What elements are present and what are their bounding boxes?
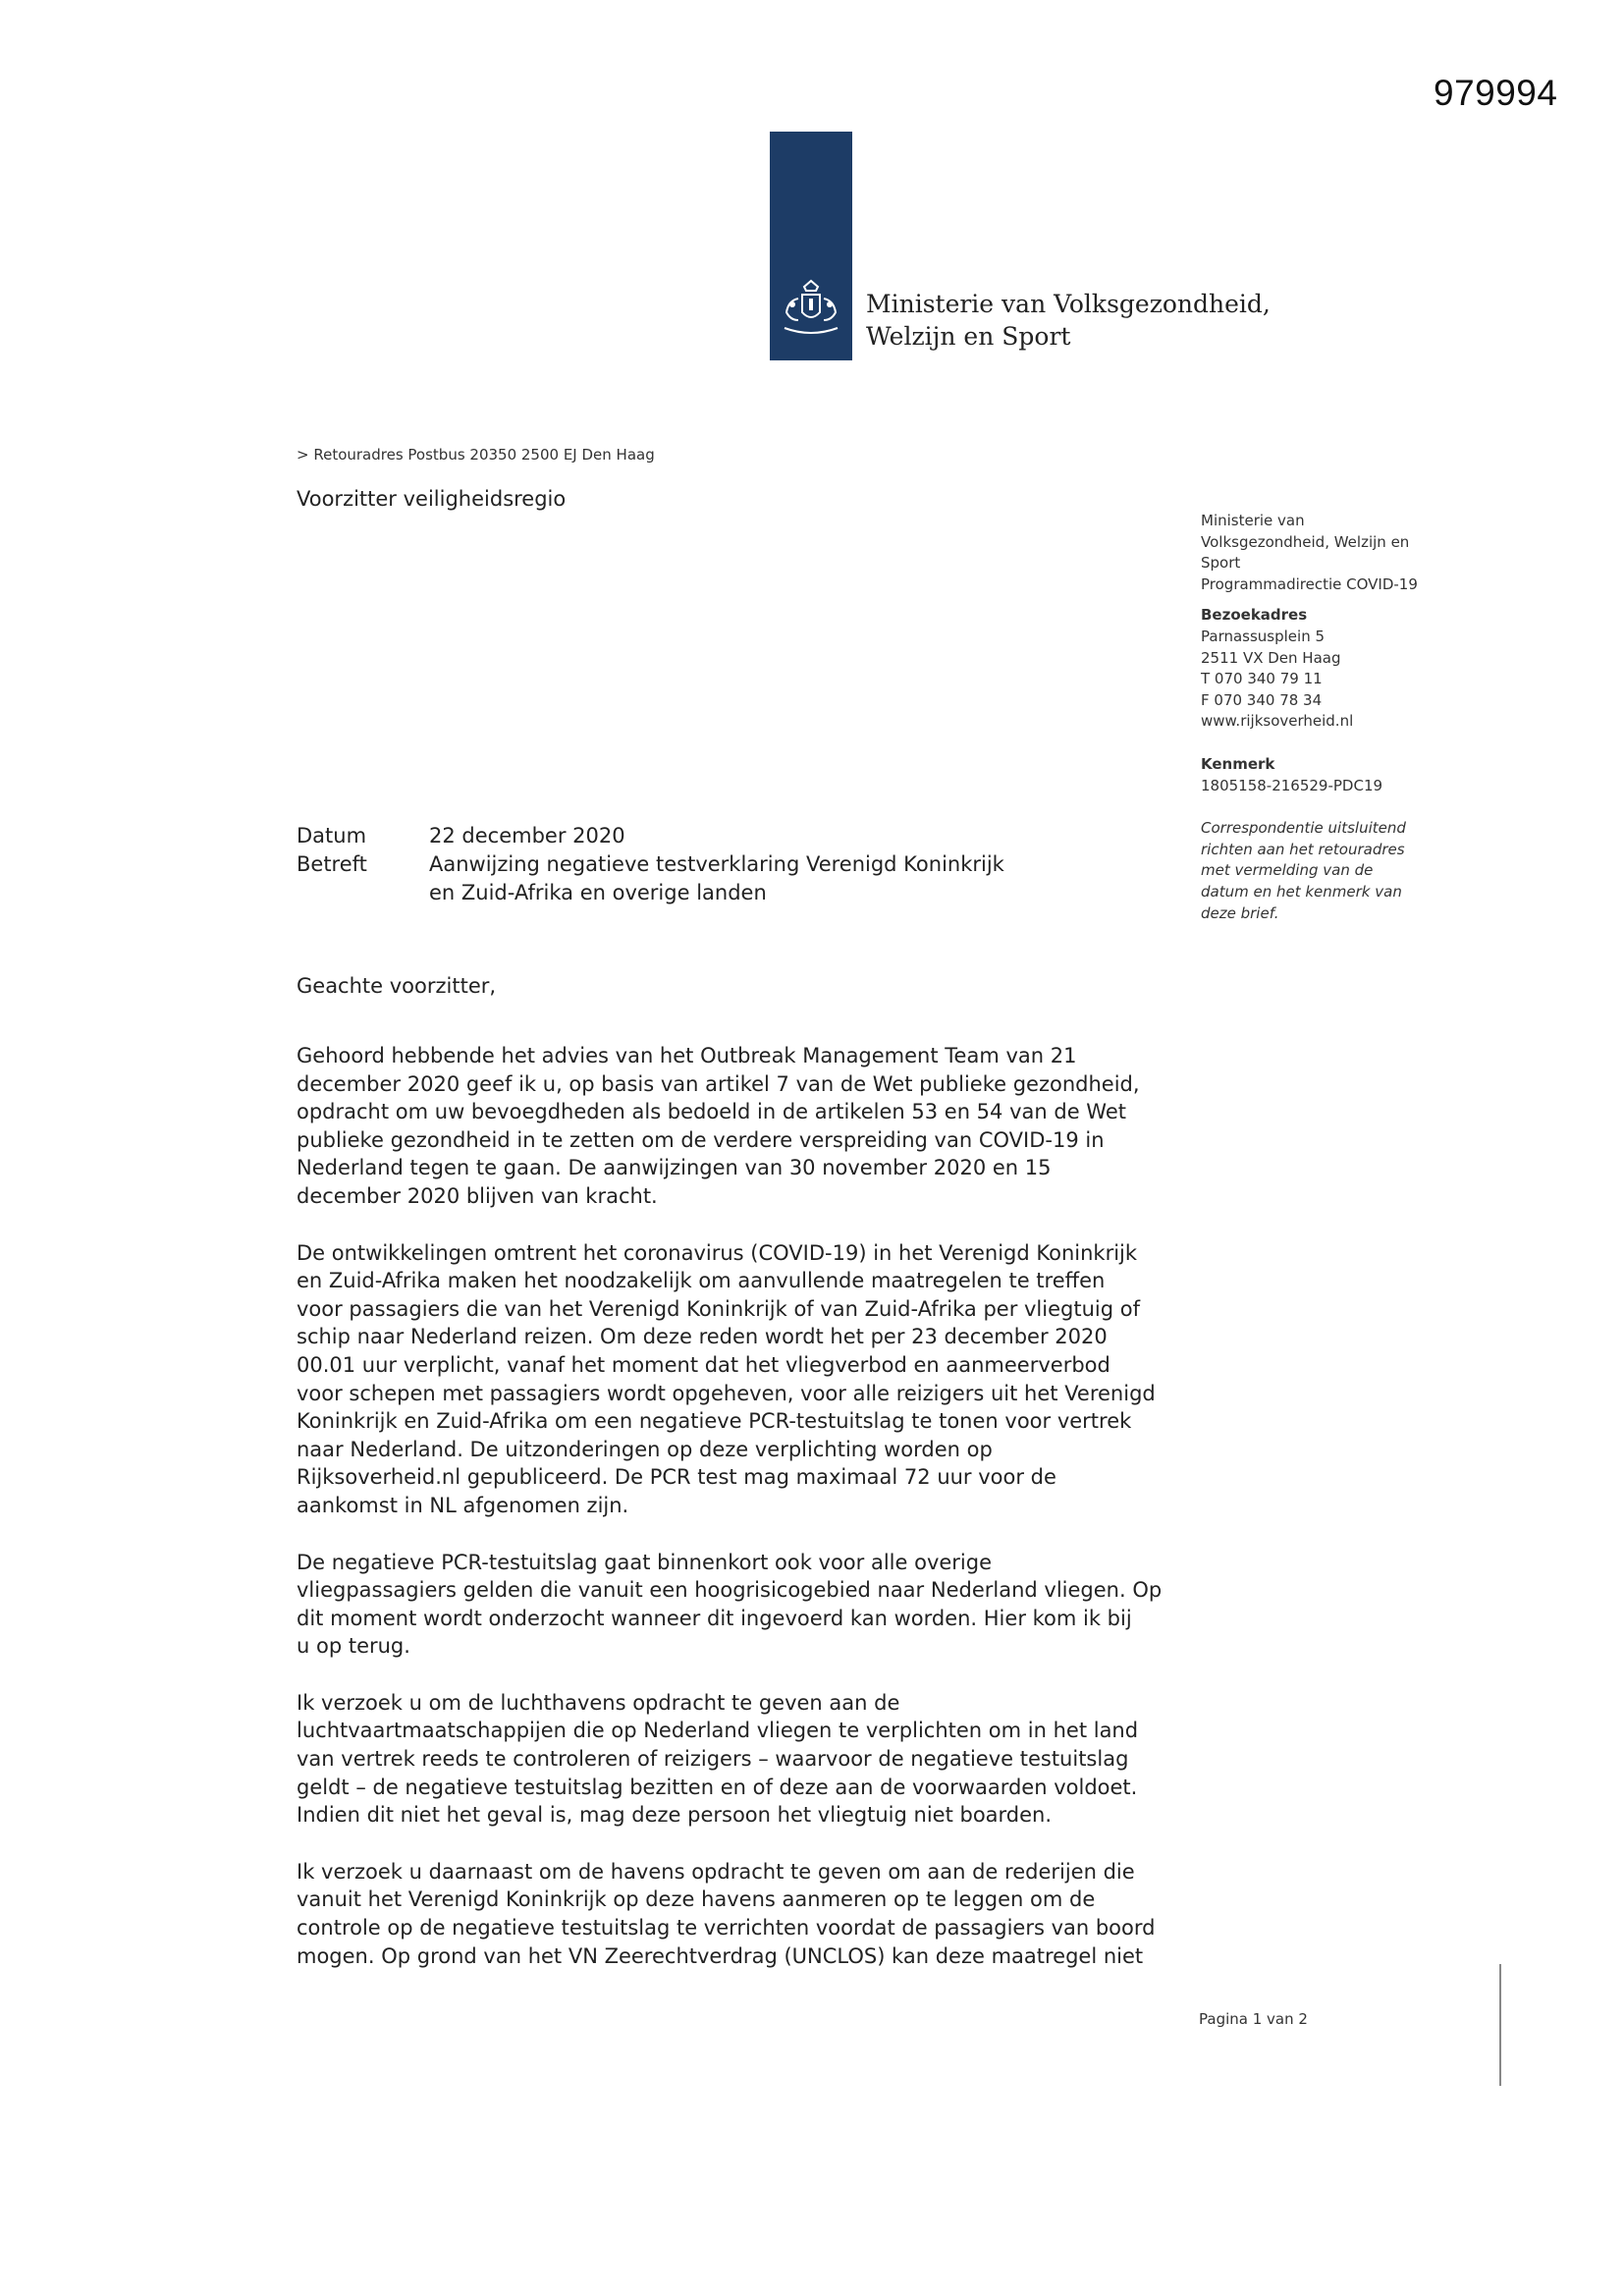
text-line: dit moment wordt onderzocht wanneer dit ingevoerd kan worden. Hier kom ik bij [297, 1606, 1132, 1630]
text-line: Indien dit niet het geval is, mag deze persoon het vliegtuig niet boarden. [297, 1803, 1053, 1828]
ministry-name-line2: Welzijn en Sport [866, 322, 1071, 351]
text-line: u op terug. [297, 1634, 410, 1659]
text-line: december 2020 geef ik u, op basis van artikel 7 van de Wet publieke gezondheid, [297, 1071, 1140, 1096]
ministry-name [866, 288, 1271, 353]
text-line: controle op de negatieve testuitslag te verrichten voordat de passagiers van boord [297, 1916, 1156, 1941]
note-line: met vermelding van de [1201, 861, 1374, 880]
text-line: van vertrek reeds te controleren of reizigers – waarvoor de negatieve testuitslag [297, 1747, 1129, 1772]
paragraph [297, 1549, 1180, 1661]
reference-heading: Kenmerk [1201, 754, 1275, 773]
org-line: Programmadirectie COVID-19 [1201, 574, 1418, 593]
paragraph [297, 1689, 1180, 1830]
scan-edge-line [1499, 1964, 1501, 2086]
text-line: Gehoord hebbende het advies van het Outbreak Management Team van 21 [297, 1044, 1077, 1067]
org-line: Volksgezondheid, Welzijn en [1201, 532, 1410, 551]
text-line: publieke gezondheid in te zetten om de verdere verspreiding van COVID-19 in [297, 1127, 1105, 1152]
website-link[interactable]: www.rijksoverheid.nl [1201, 712, 1354, 731]
ministry-name-line1: Ministerie van Volksgezondheid, [866, 290, 1271, 318]
text-line: schip naar Nederland reizen. Om deze reden wordt het per 23 december 2020 [297, 1325, 1108, 1349]
text-line: Ik verzoek u om de luchthavens opdracht te geven aan de [297, 1690, 900, 1715]
date-row [297, 822, 1038, 850]
text-line: vanuit het Verenigd Koninkrijk op deze havens aanmeren op te leggen om de [297, 1887, 1096, 1912]
subject-label: Betreft [297, 852, 367, 876]
text-line: opdracht om uw bevoegdheden als bedoeld in de artikelen 53 en 54 van de Wet [297, 1100, 1126, 1124]
text-line: Rijksoverheid.nl gepubliceerd. De PCR test mag maximaal 72 uur voor de [297, 1465, 1056, 1490]
phone-number: T 070 340 79 11 [1201, 670, 1323, 688]
reference-value: 1805158-216529-PDC19 [1201, 776, 1383, 794]
org-line: Ministerie van [1201, 512, 1305, 529]
document-number: 979994 [1434, 73, 1558, 113]
paragraph [297, 1042, 1180, 1211]
text-line: De negatieve PCR-testuitslag gaat binnenkort ook voor alle overige [297, 1550, 993, 1574]
subject-value [429, 850, 1038, 907]
text-line: aankomst in NL afgenomen zijn. [297, 1493, 629, 1517]
text-line: geldt – de negatieve testuitslag bezitten en of deze aan de voorwaarden voldoet. [297, 1775, 1138, 1799]
coat-of-arms-icon [777, 277, 845, 342]
letter-body [297, 1042, 1180, 1998]
fax-number: F 070 340 78 34 [1201, 690, 1323, 709]
text-line: Ik verzoek u daarnaast om de havens opdracht te geven om aan de rederijen die [297, 1859, 1135, 1884]
visit-address-line: 2511 VX Den Haag [1201, 648, 1341, 667]
text-line: luchtvaartmaatschappijen die op Nederland vliegen te verplichten om in het land [297, 1719, 1139, 1743]
return-address: > Retouradres Postbus 20350 2500 EJ Den Haag [297, 446, 655, 464]
subject-line: en Zuid-Afrika en overige landen [429, 881, 767, 904]
text-line: De ontwikkelingen omtrent het coronavirus (COVID-19) in het Verenigd Koninkrijk [297, 1240, 1138, 1265]
note-line: deze brief. [1201, 903, 1279, 922]
addressee: Voorzitter veiligheidsregio [297, 487, 567, 511]
text-line: en Zuid-Afrika maken het noodzakelijk om aanvullende maatregelen te treffen [297, 1269, 1106, 1293]
sender-sidebar [1201, 511, 1456, 924]
paragraph [297, 1858, 1180, 1970]
salutation: Geachte voorzitter, [297, 974, 497, 998]
subject-row [297, 850, 1038, 907]
visit-address-line: Parnassusplein 5 [1201, 627, 1326, 645]
subject-line: Aanwijzing negatieve testverklaring Verenigd Koninkrijk [429, 852, 1004, 876]
text-line: Koninkrijk en Zuid-Afrika om een negatieve PCR-testuitslag te tonen voor vertrek [297, 1409, 1132, 1434]
text-line: december 2020 blijven van kracht. [297, 1183, 658, 1208]
visit-address-heading: Bezoekadres [1201, 606, 1308, 625]
org-line: Sport [1201, 554, 1241, 573]
correspondence-note [1201, 818, 1456, 924]
government-logo [770, 132, 852, 360]
note-line: datum en het kenmerk van [1201, 882, 1402, 901]
letter-meta [297, 822, 1038, 907]
date-label: Datum [297, 824, 367, 847]
note-line: richten aan het retouradres [1201, 840, 1405, 858]
text-line: voor schepen met passagiers wordt opgeheven, voor alle reizigers uit het Verenigd [297, 1381, 1156, 1405]
text-line: naar Nederland. De uitzonderingen op deze verplichting worden op [297, 1437, 993, 1461]
page-number: Pagina 1 van 2 [1199, 2010, 1308, 2028]
text-line: 00.01 uur verplicht, vanaf het moment dat het vliegverbod en aanmeerverbod [297, 1352, 1110, 1377]
date-value: 22 december 2020 [429, 824, 625, 847]
text-line: vliegpassagiers gelden die vanuit een hoogrisicogebied naar Nederland vliegen. Op [297, 1578, 1163, 1603]
text-line: voor passagiers die van het Verenigd Koninkrijk of van Zuid-Afrika per vliegtuig of [297, 1296, 1140, 1321]
text-line: Nederland tegen te gaan. De aanwijzingen van 30 november 2020 en 15 [297, 1156, 1052, 1180]
text-line: mogen. Op grond van het VN Zeerechtverdrag (UNCLOS) kan deze maatregel niet [297, 1943, 1144, 1968]
note-line: Correspondentie uitsluitend [1201, 819, 1406, 838]
paragraph [297, 1239, 1180, 1520]
